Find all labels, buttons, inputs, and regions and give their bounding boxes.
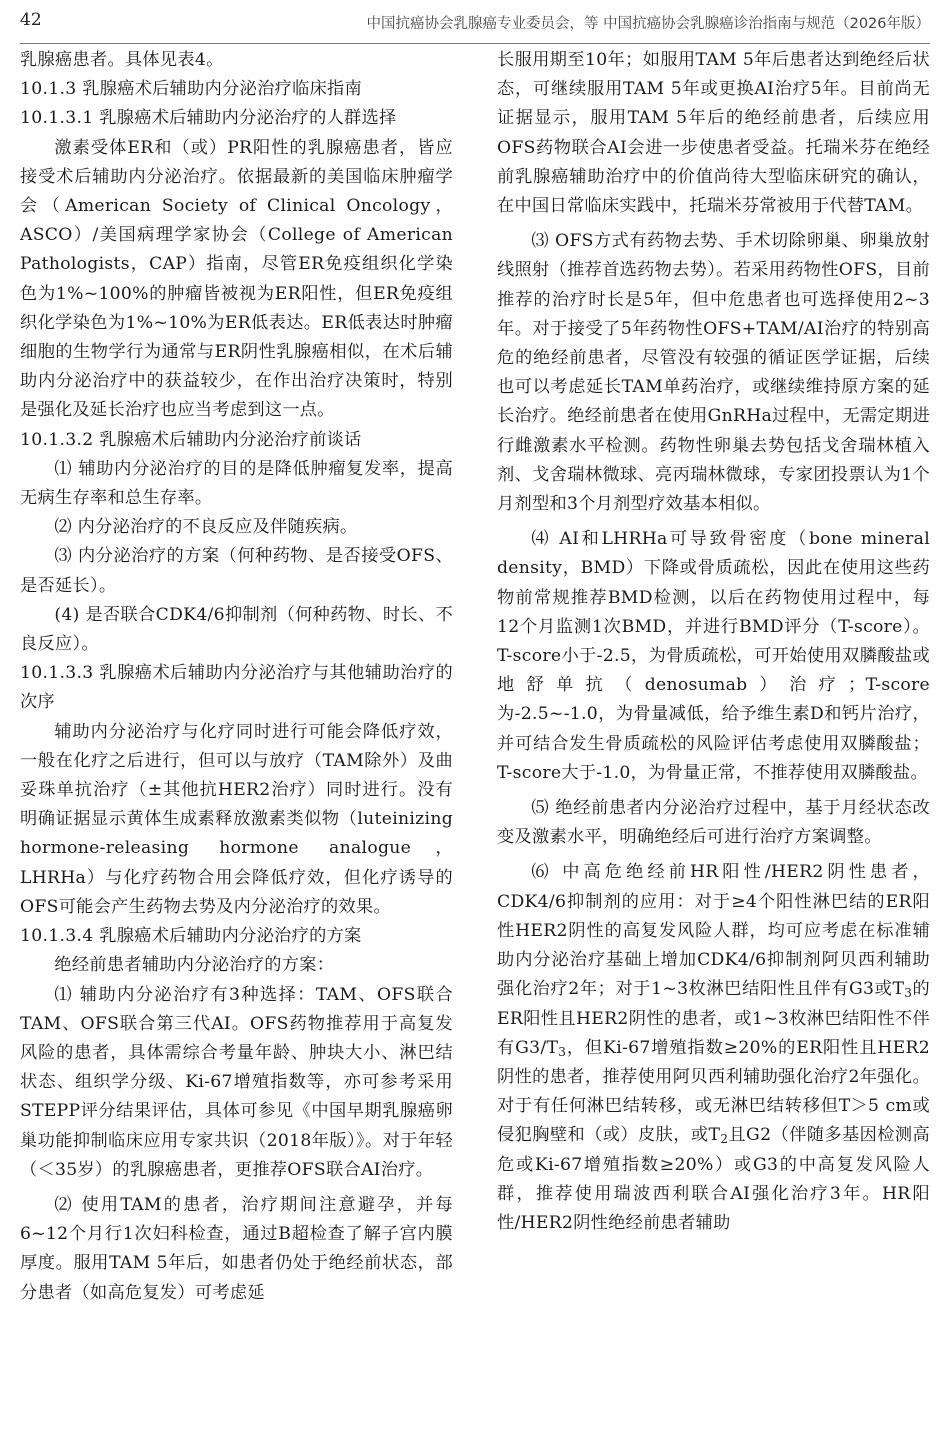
paragraph: (4) 是否联合CDK4/6抑制剂（何种药物、时长、不良反应）。: [20, 604, 453, 655]
paragraph: ⑶ 内分泌治疗的方案（何种药物、是否接受OFS、是否延长）。: [20, 546, 453, 596]
paragraph: 激素受体ER和（或）PR阳性的乳腺癌患者，皆应接受术后辅助内分泌治疗。依据最新的美国临床肿瘤学会（American Society of Clinical Oncology，ASCO）/美国病理学家协会（College of American Pathologists，CAP）指南，尽管ER免疫组织化学染色为1%~100%的肿瘤皆被视为ER阳性，但ER免疫组织化学染色为1%~10%为ER低表达。ER低表达时肿瘤细胞的生物学行为通常与ER阴性乳腺癌相似，在术后辅助内分泌治疗中的获益较少，在作出治疗决策时，特别是强化及延长治疗也应当考虑到这一点。: [20, 137, 453, 421]
paragraph: ⑸ 绝经前患者内分泌治疗过程中，基于月经状态改变及激素水平，明确绝经后可进行治疗方案调整。: [497, 798, 930, 848]
paragraph: ⑴ 辅助内分泌治疗的目的是降低肿瘤复发率，提高无病生存率和总生存率。: [20, 458, 453, 509]
section-heading: 10.1.3.2 乳腺癌术后辅助内分泌治疗前谈话: [20, 429, 362, 450]
section-heading: 10.1.3.1 乳腺癌术后辅助内分泌治疗的人群选择: [20, 108, 397, 129]
running-title: 中国抗癌协会乳腺癌专业委员会，等 中国抗癌协会乳腺癌诊治指南与规范（2026年版）: [366, 16, 930, 32]
section-heading: 10.1.3 乳腺癌术后辅助内分泌治疗临床指南: [20, 79, 363, 100]
section-heading: 10.1.3.3 乳腺癌术后辅助内分泌治疗与其他辅助治疗的次序: [20, 663, 453, 713]
page-header: [20, 0, 930, 44]
section-heading: 10.1.3.4 乳腺癌术后辅助内分泌治疗的方案: [20, 926, 362, 947]
paragraph: ⑴ 辅助内分泌治疗有3种选择：TAM、OFS联合TAM、OFS联合第三代AI。OFS药物推荐用于高复发风险的患者，具体需综合考量年龄、肿块大小、淋巴结状态、组织学分级、Ki-67增殖指数等，亦可参考采用STEPP评分结果评估，具体可参见《中国早期乳腺癌卵巢功能抑制临床应用专家共识（2018年版）》。对于年轻（＜35岁）的乳腺癌患者，更推荐OFS联合AI治疗。: [20, 984, 453, 1180]
paragraph: ⑹ 中高危绝经前HR阳性/HER2阴性患者，CDK4/6抑制剂的应用：对于≥4个阳性淋巴结的ER阳性HER2阴性的高复发风险人群，均可应考虑在标准辅助内分泌治疗基础上增加CDK4/6抑制剂阿贝西利辅助强化治疗2年；对于1~3枚淋巴结阳性且伴有G3或$T_3$的ER阳性且HER2阴性的患者，或1~3枚淋巴结阳性不伴有$G3/T_3$，但Ki-67增殖指数≥20%的ER阳性且HER2阴性的患者，推荐使用阿贝西利辅助强化治疗2年强化。对于有任何淋巴结转移，或无淋巴结转移但T＞5 cm或侵犯胸壁和（或）皮肤，或$T_2$且G2（伴随多基因检测高危或Ki-67增殖指数≥20%）或G3的中高复发风险人群，推荐使用瑞波西利联合AI强化治疗3年。HR阳性/HER2阴性绝经前患者辅助: [497, 862, 930, 1233]
paragraph: ⑵ 使用TAM的患者，治疗期间注意避孕，并每6~12个月行1次妇科检查，通过B超检查了解子宫内膜厚度。服用TAM 5年后，如患者仍处于绝经前状态，部分患者（如高危复发）可考虑延: [20, 1194, 453, 1303]
paragraph-continuation: 长服用期至10年；如服用TAM 5年后患者达到绝经后状态，可继续服用TAM 5年或更换AI治疗5年。目前尚无证据显示，服用TAM 5年后的绝经前患者，后续应用OFS药物联合AI会进一步使患者受益。托瑞米芬在绝经前乳腺癌辅助治疗中的价值尚待大型临床研究的确认，在中国日常临床实践中，托瑞米芬常被用于代替TAM。: [497, 50, 930, 217]
left-column: [20, 46, 453, 1441]
right-column: [497, 46, 930, 1441]
paragraph: 辅助内分泌治疗与化疗同时进行可能会降低疗效，一般在化疗之后进行，但可以与放疗（TAM除外）及曲妥珠单抗治疗（±其他抗HER2治疗）同时进行。没有明确证据显示黄体生成素释放激素类似物（luteinizing hormone-releasing hormone analogue，LHRHa）与化疗药物合用会降低疗效，但化疗诱导的OFS可能会产生药物去势及内分泌治疗的效果。: [20, 721, 453, 917]
paragraph: ⑵ 内分泌治疗的不良反应及伴随疾病。: [54, 517, 358, 538]
paragraph: 绝经前患者辅助内分泌治疗的方案：: [54, 955, 335, 976]
paragraph: ⑶ OFS方式有药物去势、手术切除卵巢、卵巢放射线照射（推荐首选药物去势）。若采用药物性OFS，目前推荐的治疗时长是5年，但中危患者也可选择使用2~3年。对于接受了5年药物性OFS+TAM/AI治疗的特别高危的绝经前患者，尽管没有较强的循证医学证据，后续也可以考虑延长TAM单药治疗，或继续维持原方案的延长治疗。绝经前患者在使用GnRHa过程中，无需定期进行雌激素水平检测。药物性卵巢去势包括戈舍瑞林植入剂、戈舍瑞林微球、亮丙瑞林微球，专家团投票认为1个月剂型和3个月剂型疗效基本相似。: [497, 231, 930, 515]
paragraph: ⑷ AI和LHRHa可导致骨密度（bone mineral density，BMD）下降或骨质疏松，因此在使用这些药物前常规推荐BMD检测，以后在药物使用过程中，每12个月监测1次BMD，并进行BMD评分（T-score）。T-score小于-2.5，为骨质疏松，可开始使用双膦酸盐或地舒单抗（denosumab）治疗；T-score为-2.5~-1.0，为骨量减低，给予维生素D和钙片治疗，并可结合发生骨质疏松的风险评估考虑使用双膦酸盐；T-score大于-1.0，为骨量正常，不推荐使用双膦酸盐。: [497, 529, 930, 783]
paragraph-continuation: 乳腺癌患者。具体见表4。: [20, 50, 224, 70]
page-number: 42: [20, 10, 42, 30]
